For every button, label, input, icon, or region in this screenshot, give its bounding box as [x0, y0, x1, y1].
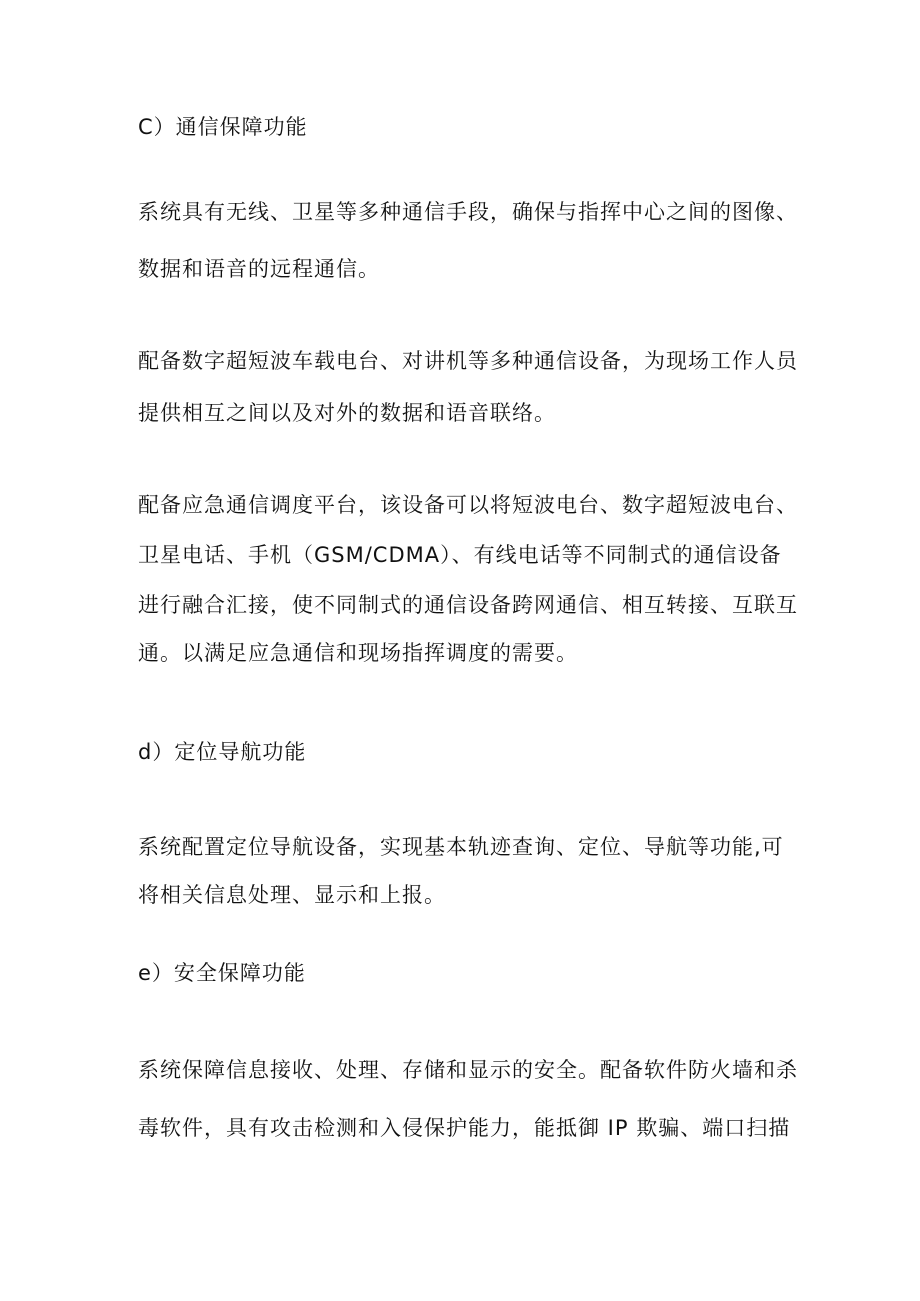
- paragraph-line: 系统具有无线、卫星等多种通信手段，确保与指挥中心之间的图像、: [138, 200, 798, 224]
- paragraph-line: 数据和语音的远程通信。: [138, 257, 380, 281]
- paragraph-line: 毒软件，具有攻击检测和入侵保护能力，能抵御 IP 欺骗、端口扫描: [138, 1116, 791, 1140]
- section-heading-e: e）安全保障功能: [138, 961, 306, 985]
- paragraph-line: 配备数字超短波车载电台、对讲机等多种通信设备，为现场工作人员: [138, 349, 798, 373]
- section-heading-d: d）定位导航功能: [138, 740, 307, 764]
- paragraph-line: 卫星电话、手机（GSM/CDMA）、有线电话等不同制式的通信设备: [138, 543, 782, 567]
- section-heading-c: C）通信保障功能: [138, 115, 308, 139]
- paragraph-line: 将相关信息处理、显示和上报。: [138, 883, 446, 907]
- paragraph-line: 配备应急通信调度平台，该设备可以将短波电台、数字超短波电台、: [138, 493, 798, 517]
- paragraph-line: 系统保障信息接收、处理、存储和显示的安全。配备软件防火墙和杀: [138, 1058, 798, 1082]
- paragraph-line: 提供相互之间以及对外的数据和语音联络。: [138, 401, 556, 425]
- paragraph-line: 进行融合汇接，使不同制式的通信设备跨网通信、相互转接、互联互: [138, 593, 798, 617]
- paragraph-line: 通。以满足应急通信和现场指挥调度的需要。: [138, 641, 578, 665]
- paragraph-line: 系统配置定位导航设备，实现基本轨迹查询、定位、导航等功能,可: [138, 835, 784, 859]
